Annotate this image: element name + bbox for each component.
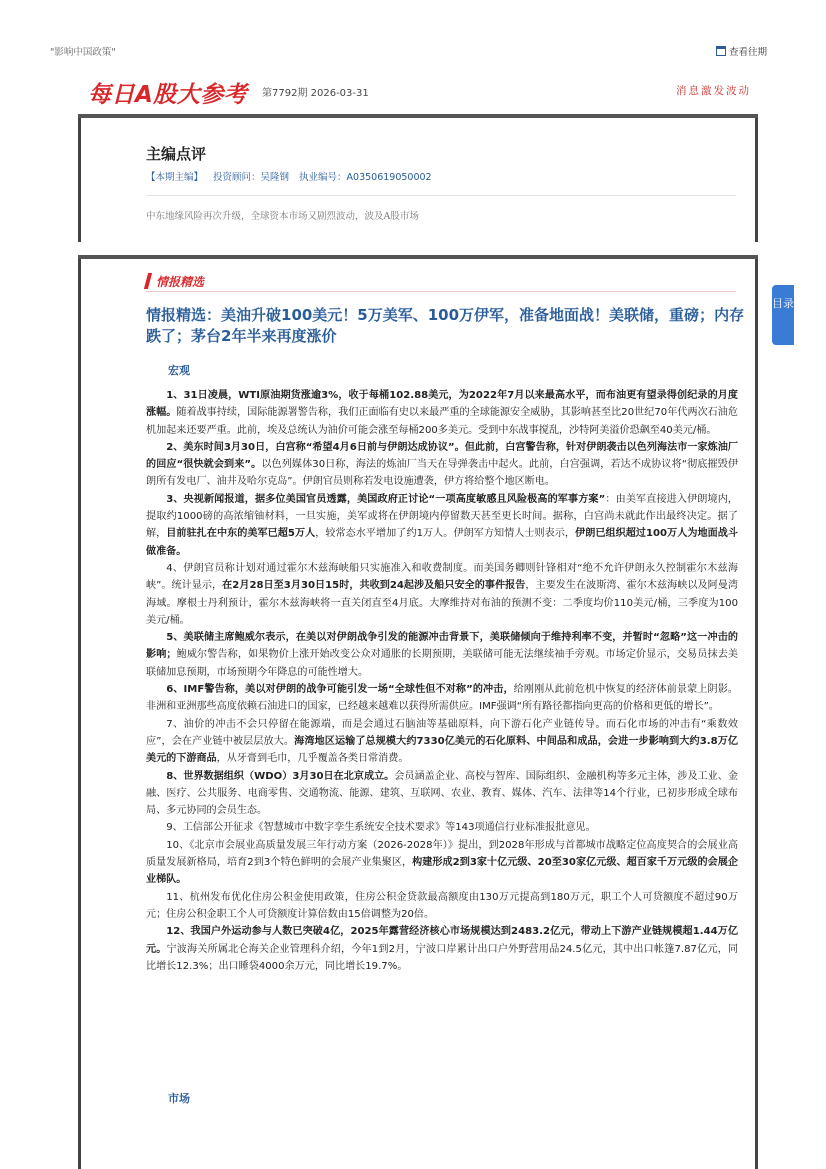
masthead [78, 70, 758, 110]
paragraph [146, 837, 738, 889]
editor-advisor: 投资顾问：吴隆钢 [213, 172, 290, 183]
article-body [146, 387, 738, 975]
bold-text: 12、我国户外运动参与人数已突破4亿，2025年露营经济核心市场规模达到2483.2亿元，带动上下游产业链规模超1.44万亿元。 [146, 926, 738, 955]
text: 宁波海关所属北仑海关企业管理科介绍，今年1到2月，宁波口岸累计出口户外野营用品24.5亿元，其中出口帐篷7.87亿元，同比增长12.3%；出口睡袋4000余万元，同比增长19.7%。 [146, 943, 738, 972]
slogan: 消息激发波动 [676, 85, 751, 97]
section-bar [144, 273, 152, 289]
section-underline [146, 291, 736, 292]
toc-button[interactable]: 目录 [772, 285, 794, 345]
market-heading: 市场 [168, 1092, 190, 1105]
paragraph [146, 491, 738, 560]
history-link-label: 查看往期 [729, 47, 768, 58]
source-label: "影响中国政策" [50, 47, 116, 58]
text: 会员涵盖企业、高校与智库、国际组织、金融机构等多元主体，涉及工业、金融、医疗、公共服务、电商零售、交通物流、能源、建筑、互联网、农业、教育、媒体、汽车、法律等14个行业，已初步形成全球布局、多元协同的会员生态。 [146, 770, 738, 817]
bold-text: 在2月28日至3月30日15时，共收到24起涉及船只安全的事件报告 [222, 580, 526, 592]
section-tag [146, 270, 746, 292]
text: ，主要发生在波斯湾、霍尔木兹海峡以及阿曼湾海域。摩根士丹利预计，霍尔木兹海峡将一直关闭直至4月底。大摩维持对布油的预测不变：二季度均价110美元/桶，三季度为100美元/桶。 [146, 580, 739, 626]
paragraph [146, 819, 738, 836]
paragraph [146, 439, 738, 491]
divider [146, 195, 736, 196]
macro-heading: 宏观 [168, 364, 190, 377]
text: 随着战事持续，国际能源署警告称，我们正面临有史以来最严重的全球能源安全威胁，其影响甚至比20世纪70年代两次石油危机加起来还要严重。此前，埃及总统认为油价可能会涨至每桶200多美元。受到中东战事搅乱，沙特阿美溢价恐飙至40美元/桶。 [146, 407, 739, 436]
paragraph [146, 923, 738, 975]
text: ，从牙膏到毛巾，几乎覆盖各类日常消费。 [216, 753, 409, 765]
bold-text: 目前驻扎在中东的美军已超5万人 [166, 528, 316, 540]
text: 鲍威尔警告称，如果物价上涨开始改变公众对通胀的长期预期，美联储可能无法继续袖手旁观。市场定价显示，交易员抹去美联储加息预期，市场预期今年降息的可能性增大。 [146, 649, 739, 678]
text: 4、伊朗官员称计划对通过霍尔木兹海峡船只实施准入和收费制度。而美国务卿则针锋相对“绝不允许伊朗永久控制霍尔木兹海峡”。统计显示， [146, 562, 738, 592]
history-link[interactable] [716, 44, 767, 58]
issue-info: 第7792期 2026-03-31 [262, 88, 369, 99]
bold-text: 2、美东时间3月30日，白宫称“希望4月6日前与伊朗达成协议”。但此前，白宫警告称，针对伊朗袭击以色列海法市一家炼油厂的回应“很快就会到来”。 [146, 441, 738, 471]
paragraph [146, 681, 738, 716]
headline: 情报精选：美油升破100美元！5万美军、100万伊军，准备地面战！美联储，重磅；内存跌了；茅台2年半来再度涨价 [146, 306, 745, 345]
text: 9、工信部公开征求《智慧城市中数字孪生系统安全技术要求》等143项通信行业标准报批意见。 [166, 822, 596, 834]
bold-text: 伊朗已组织超过100万人为地面战斗做准备。 [146, 528, 739, 557]
bold-text: 海湾地区运输了总规模大约7330亿美元的石化原料、中间品和成品，会进一步影响到大约3.8万亿美元的下游商品 [146, 735, 738, 765]
bold-text: 5、美联储主席鲍威尔表示，在美以对伊朗战争引发的能源冲击背景下，美联储倾向于维持利率不变，并暂时“忽略”这一冲击的影响； [146, 632, 738, 661]
bold-text: 3、央视新闻报道，据多位美国官员透露，美国政府正讨论“一项高度敏感且风险极高的军事方案” [166, 493, 606, 505]
bold-text: 1、31日凌晨，WTI原油期货涨逾3%，收于每桶102.88美元，为2022年7月以来最高水平，而布油更有望录得创纪录的月度涨幅。 [146, 390, 738, 419]
text: 给刚刚从此前危机中恢复的经济体前景蒙上阴影。非洲和亚洲那些高度依赖石油进口的国家，已经越来越难以获得所需供应。IMF强调“所有路径都指向更高的价格和更低的增长”。 [146, 684, 739, 713]
editor-title: 主编点评 [146, 145, 207, 163]
paragraph [146, 629, 738, 681]
editor-info [146, 169, 442, 183]
editor-tag: 【本期主编】 [146, 172, 204, 183]
paragraph [146, 889, 738, 924]
text: ：由美军直接进入伊朗境内，提取约1000磅的高浓缩铀材料，一旦实施，美军或将在伊朗境内停留数天甚至更长时间。据称，白宫尚未就此作出最终决定。据了解， [146, 493, 738, 540]
text: ，较常态水平增加了约1万人。伊朗军方知情人士则表示， [315, 528, 576, 540]
text: 7、油价的冲击不会只停留在能源端，而是会通过石脑油等基础原料，向下游石化产业链传导。而石化市场的冲击有“乘数效应”，会在产业链中被层层放大。 [146, 718, 738, 747]
text: 以色列媒体30日称，海法的炼油厂当天在导弹袭击中起火。此前，白宫强调，若达不成协议将“彻底摧毁伊朗所有发电厂、油井及哈尔克岛”。伊朗官员则称若发电设施遭袭，伊方将给整个地区断电。 [146, 459, 738, 488]
calendar-icon [716, 46, 726, 56]
paragraph [146, 560, 738, 629]
editor-license: 执业编号：A0350619050002 [299, 172, 432, 183]
text: 10、《北京市会展业高质量发展三年行动方案（2026-2028年）》提出，到2028年形成与首都城市战略定位高度契合的会展业高质量发展新格局，培育2到3个特色鲜明的会展产业集聚区， [146, 839, 738, 869]
editor-comment: 中东地缘风险再次升级，全球资本市场又剧烈波动，波及A股市场 [146, 211, 419, 222]
text: 11、杭州发布优化住房公积金使用政策，住房公积金贷款最高额度由130万元提高到180万元，职工个人可贷额度不超过90万元；住房公积金职工个人可贷额度计算倍数由15倍调整为20倍。 [146, 891, 738, 920]
bold-text: 构建形成2到3家十亿元级、20至30家亿元级、超百家千万元级的会展企业梯队。 [146, 857, 738, 886]
bold-text: 6、IMF警告称，美以对伊朗的战争可能引发一场“全球性但不对称”的冲击， [166, 684, 514, 696]
paragraph [146, 768, 738, 820]
bold-text: 8、世界数据组织（WDO）3月30日在北京成立。 [166, 770, 395, 782]
paragraph [146, 716, 738, 768]
brand-logo: 每日A股大参考 [88, 82, 248, 108]
paragraph [146, 387, 738, 439]
section-label: 情报精选 [156, 275, 205, 289]
